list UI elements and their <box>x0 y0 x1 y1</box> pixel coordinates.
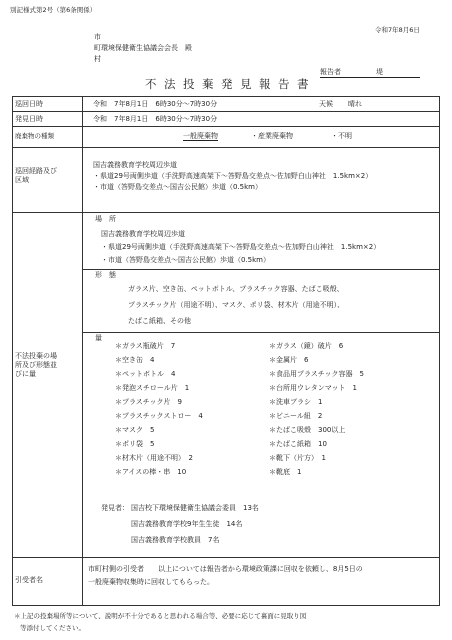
dumping-label-line-2: 所及び形態並 <box>15 361 57 369</box>
dumping-label <box>15 352 57 379</box>
route-line-1: 国吉義務教育学校周辺歩道 <box>93 161 177 169</box>
amount-item: ＊プラスチック片 9 <box>115 398 182 406</box>
amount-item: ＊空き缶 4 <box>115 356 155 364</box>
amount-item: ＊たばこ紙箱 10 <box>269 440 327 448</box>
reporter-name: 堤 <box>376 68 383 76</box>
form-number: 別記様式第2号（第6条関係） <box>10 6 97 14</box>
route-line-3: ・市道（答野島交差点〜国吉公民館）歩道（0.5km） <box>93 183 263 191</box>
handler-line-2: 一般廃棄物収集時に回収してもらった。 <box>88 578 214 586</box>
amount-item: ＊マスク 5 <box>115 426 155 434</box>
amount-item: ＊アイスの棒・串 10 <box>115 468 187 476</box>
addressee-line-1: 市 <box>94 33 101 41</box>
form-line-3: たばこ紙箱、その他 <box>128 317 191 325</box>
route-line-2: ・県道29号両側歩道（手洗野高速高架下〜答野島交差点〜佐加野白山神社 1.5km×2） <box>93 172 373 180</box>
amount-item: ＊靴底 1 <box>269 468 302 476</box>
addressee-line-2: 町環境保健衛生協議会会長 殿 <box>94 44 192 52</box>
amount-item: ＊ガラス（鏡）破片 6 <box>269 342 344 350</box>
reporter-field <box>320 68 420 78</box>
report-date: 令和7年8月6日 <box>375 26 420 34</box>
amount-item: ＊ペットボトル 4 <box>115 370 176 378</box>
footer-note-line-2: 等添付してください。 <box>20 624 85 632</box>
form-line-2: プラスチック片（用途不明）、マスク、ポリ袋、材木片（用途不明）、 <box>128 301 345 309</box>
report-table <box>12 96 440 606</box>
waste-type-general: 一般廃棄物 <box>183 132 218 140</box>
amount-item: ＊洗車ブラシ 1 <box>269 398 323 406</box>
addressee-line-3: 村 <box>94 55 101 63</box>
weather-label: 天候 <box>319 100 333 108</box>
waste-type-option-industrial: ・産業廃棄物 <box>251 132 293 140</box>
amount-item: ＊ガラス瓶破片 7 <box>115 342 176 350</box>
route-label <box>15 167 57 185</box>
amount-item: ＊発泡スチロール片 1 <box>115 384 190 392</box>
waste-type-option-unknown: ・不明 <box>331 132 352 140</box>
reporter-label: 報告者 <box>320 68 341 76</box>
place-line-3: ・市道（答野島交差点〜国吉公民館）歩道（0.5km） <box>101 256 271 264</box>
found-datetime-value: 令和 7年8月1日 6時30分〜7時30分 <box>93 115 218 123</box>
patrol-datetime-value: 令和 7年8月1日 6時30分〜7時30分 <box>93 100 218 108</box>
amount-item: ＊台所用ウレタンマット 1 <box>269 384 357 392</box>
amount-item: ＊ポリ袋 5 <box>115 440 155 448</box>
dumping-label-line-3: びに量 <box>15 370 36 378</box>
amount-item: ＊ビニール紐 2 <box>269 412 323 420</box>
amount-item: ＊靴下（片方） 1 <box>269 454 326 462</box>
amount-heading: 量 <box>95 334 102 342</box>
finder-line-1: 国吉校下環境保健衛生協議会委員 13名 <box>131 504 259 512</box>
waste-type-unknown: 不明 <box>338 132 352 140</box>
page-title: 不法投棄発見報告書 <box>145 77 316 91</box>
place-heading: 場 所 <box>95 215 116 223</box>
form-line-1: ガラス片、空き缶、ペットボトル、プラスチック容器、たばこ吸殻、 <box>128 285 344 293</box>
finder-line-2: 国吉義務教育学校9年生生徒 14名 <box>131 520 243 528</box>
waste-type-label: 廃棄物の種類 <box>15 132 54 140</box>
place-line-2: ・県道29号両側歩道（手洗野高速高架下〜答野島交差点〜佐加野白山神社 1.5km×2） <box>101 243 381 251</box>
route-label-line-1: 巡回経路及び <box>15 167 57 175</box>
amount-item: ＊たばこ吸殻 300以上 <box>269 426 346 434</box>
route-label-line-2: 区域 <box>15 176 29 184</box>
finder-line-3: 国吉義務教育学校教員 7名 <box>131 536 220 544</box>
waste-type-industrial: 産業廃棄物 <box>258 132 293 140</box>
waste-type-option-general <box>183 132 218 141</box>
footer-note-line-1: ＊上記の投棄場所等について、説明が不十分であると思われる場合等、必要に応じて裏面に見取り図 <box>14 612 307 620</box>
weather-value: 晴れ <box>348 100 362 108</box>
amount-item: ＊プラスチックストロー 4 <box>115 412 203 420</box>
handler-line-1: 市町村側の引受者 以上については報告者から環境政策課に回収を依頼し、8月5日の <box>88 565 363 573</box>
dumping-label-line-1: 不法投棄の場 <box>15 352 57 360</box>
amount-item: ＊金属片 6 <box>269 356 309 364</box>
place-line-1: 国吉義務教育学校周辺歩道 <box>101 230 185 238</box>
handler-label: 引受者名 <box>15 576 43 584</box>
amount-item: ＊材木片（用途不明） 2 <box>115 454 193 462</box>
patrol-datetime-label: 巡回日時 <box>15 100 43 108</box>
amount-item: ＊食品用プラスチック容器 5 <box>269 370 364 378</box>
finder-label: 発見者： <box>101 504 129 512</box>
found-datetime-label: 発見日時 <box>15 115 43 123</box>
form-heading: 形 態 <box>95 271 116 279</box>
